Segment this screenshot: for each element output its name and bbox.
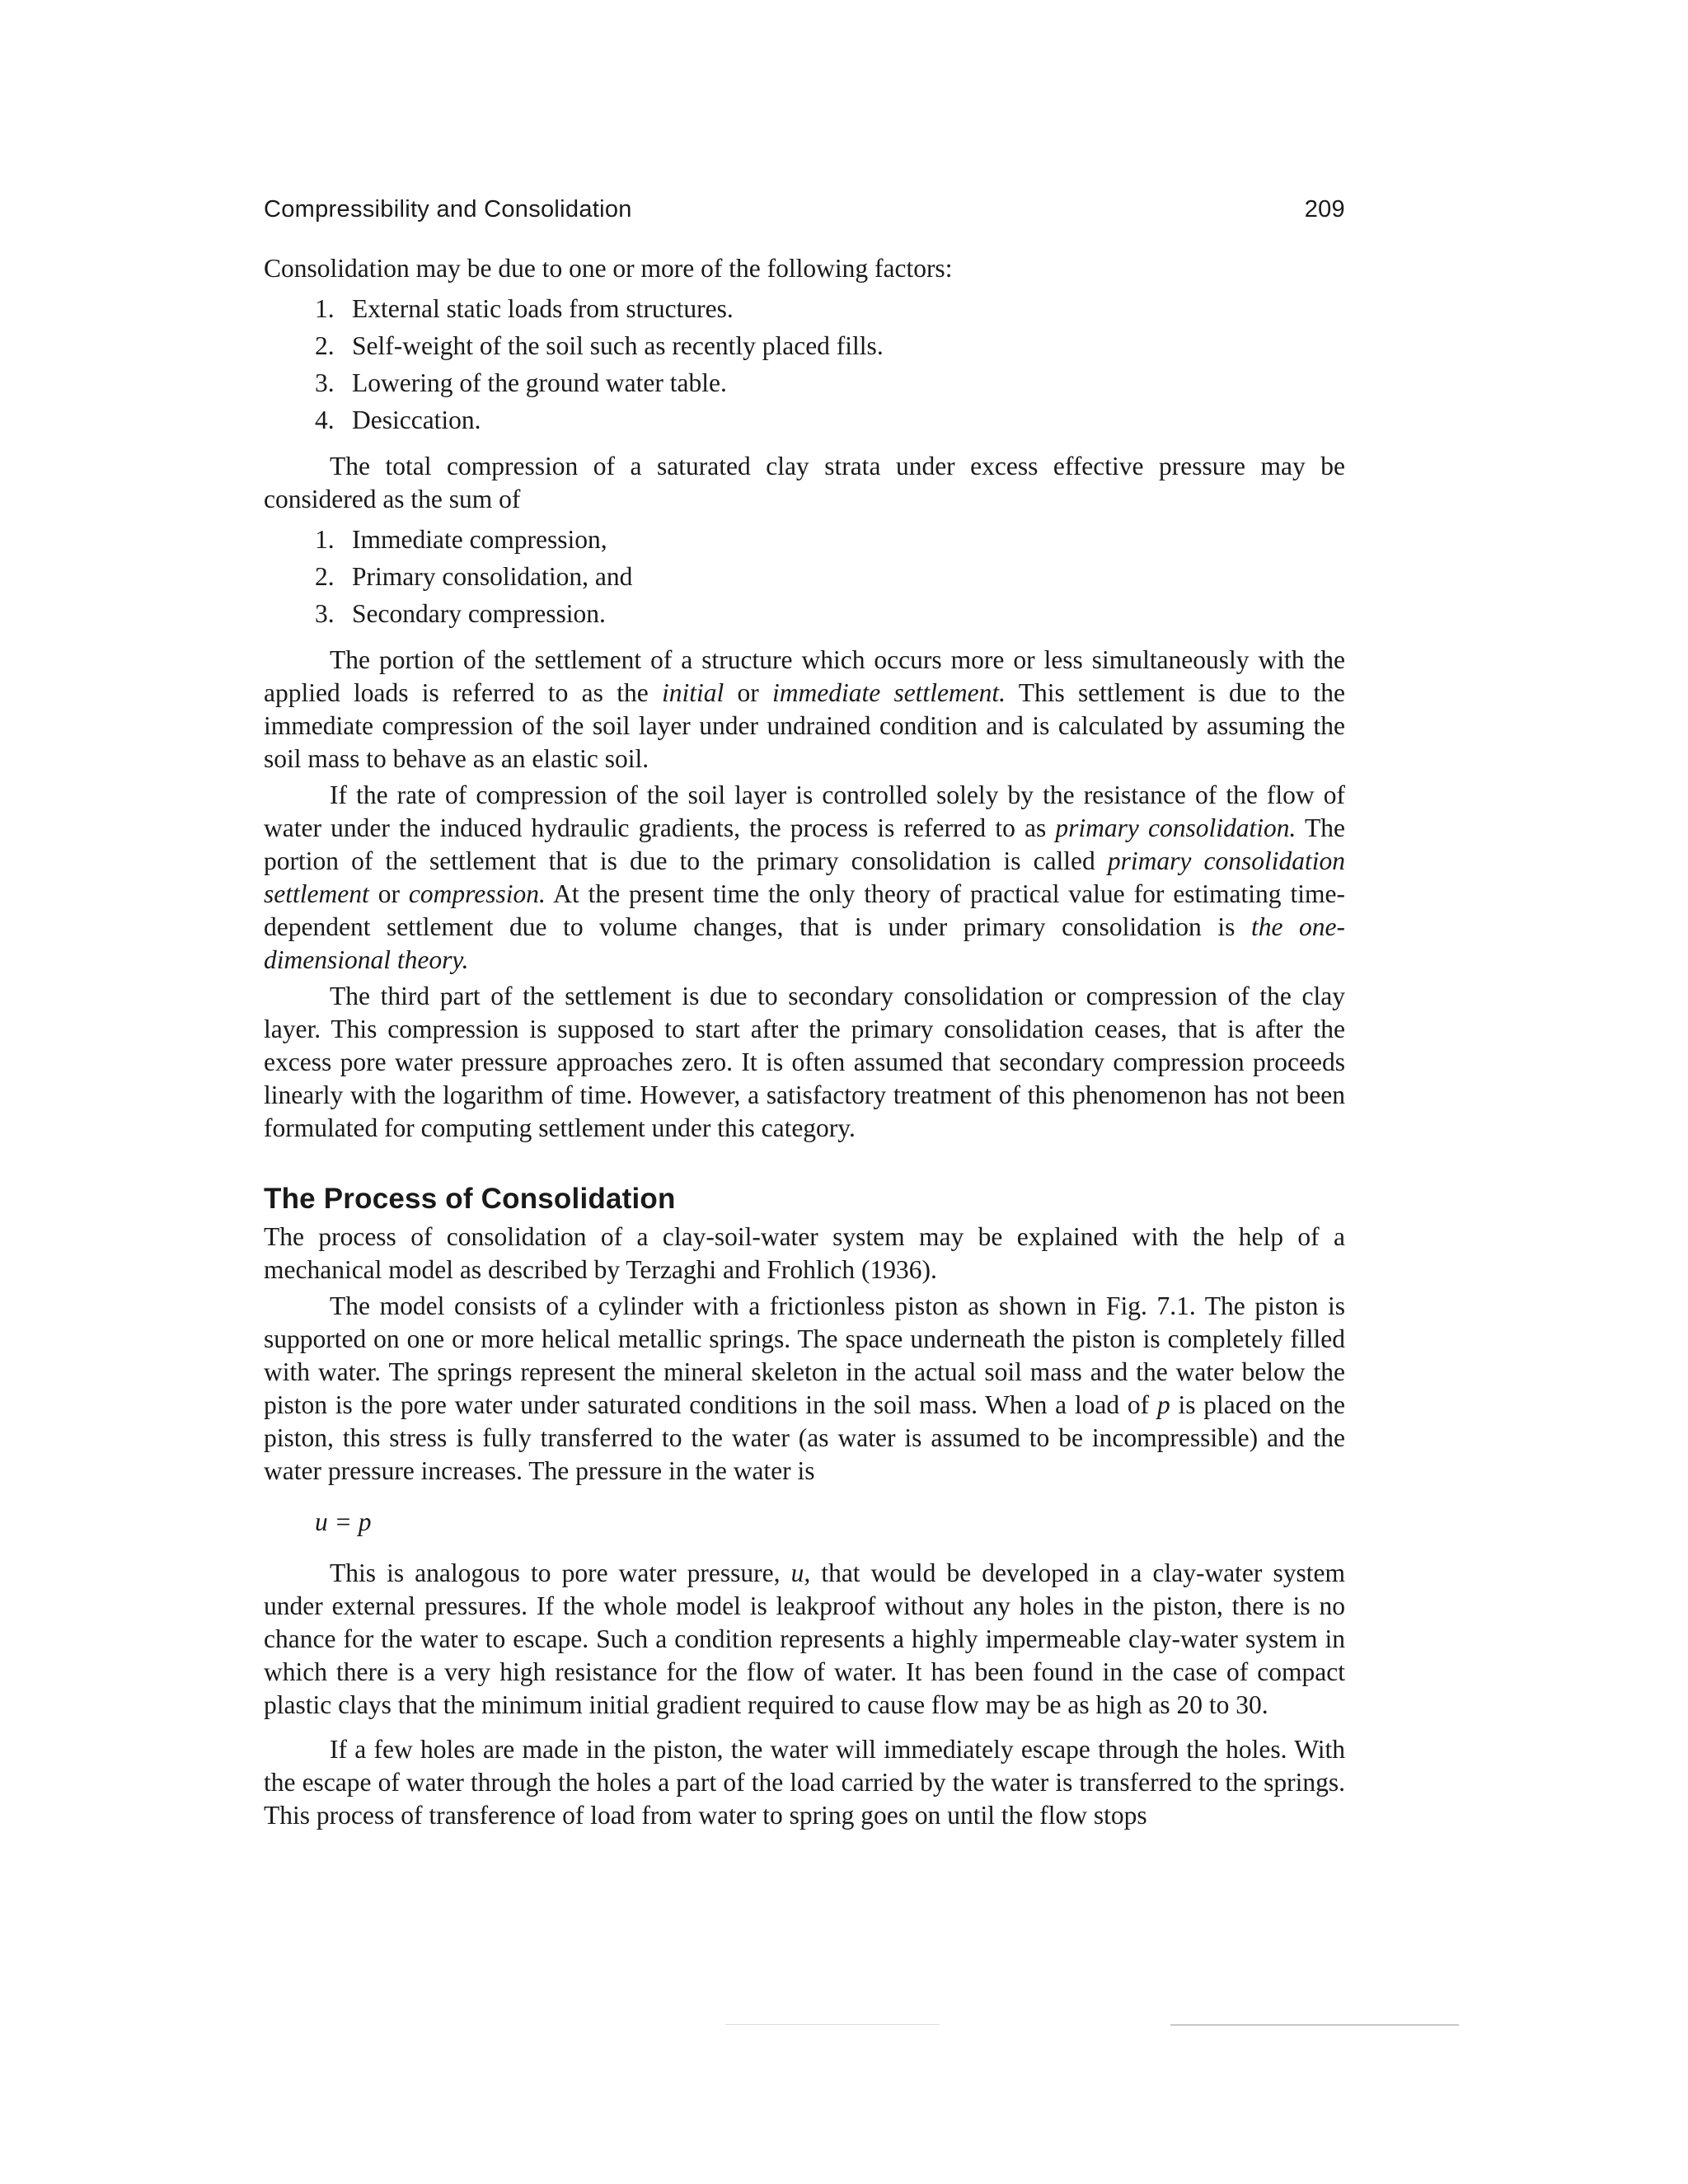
factors-list bbox=[264, 290, 1345, 438]
section-heading: The Process of Consolidation bbox=[264, 1183, 676, 1215]
model-paragraph: The model consists of a cylinder with a frictionless piston as shown in Fig. 7.1. The piston is supported on one or more helical metallic springs. The space underneath the piston is completely filled with water. The springs represent the mineral skeleton in the actual soil mass and the water below the piston is the pore water under saturated conditions in the soil mass. When a load of p is placed on the piston, this stress is fully transferred to the water (as water is assumed to be incompressible) and the water pressure increases. The pressure in the water is bbox=[264, 1291, 1345, 1485]
list-item: 4. Desiccation. bbox=[315, 405, 481, 434]
list-item: 3. Secondary compression. bbox=[315, 599, 606, 628]
list-item: 2. Primary consolidation, and bbox=[315, 562, 633, 591]
immediate-settlement-paragraph: The portion of the settlement of a structure which occurs more or less simultaneously with the applied loads is referred to as the initial or immediate settlement. This settlement is due to the immediate compression of the soil layer under undrained condition and is calculated by assuming the soil mass to behave as an elastic soil. bbox=[264, 645, 1345, 773]
list-item: 3. Lowering of the ground water table. bbox=[315, 368, 727, 397]
process-paragraph: The process of consolidation of a clay-soil-water system may be explained with the help of a mechanical model as described by Terzaghi and Frohlich (1936). bbox=[264, 1222, 1345, 1284]
running-head bbox=[264, 190, 1345, 239]
scan-artifact-line bbox=[725, 2024, 940, 2025]
list-item: 2. Self-weight of the soil such as recently placed fills. bbox=[315, 331, 884, 360]
total-compression-paragraph: The total compression of a saturated clay strata under excess effective pressure may be considered as the sum of bbox=[264, 452, 1345, 513]
factors-intro: Consolidation may be due to one or more of the following factors: bbox=[264, 254, 953, 283]
body-text bbox=[264, 252, 1345, 1832]
secondary-compression-paragraph: The third part of the settlement is due to secondary consolidation or compression of the clay layer. This compression is supposed to start after the primary consolidation ceases, that is after the excess pore water pressure approaches zero. It is often assumed that secondary compression proceeds linearly with the logarithm of time. However, a satisfactory treatment of this phenomenon has not been formulated for computing settlement under this category. bbox=[264, 982, 1345, 1142]
primary-consolidation-paragraph: If the rate of compression of the soil layer is controlled solely by the resistance of the flow of water under the induced hydraulic gradients, the process is referred to as primary consolidation. The portion of the settlement that is due to the primary consolidation is called primary consolidation settlement or compression. At the present time the only theory of practical value for estimating time-dependent settlement due to volume changes, that is under primary consolidation is the one-dimensional theory. bbox=[264, 780, 1345, 974]
holes-paragraph: If a few holes are made in the piston, the water will immediately escape through the holes. With the escape of water through the holes a part of the load carried by the water is transferred to the springs. This process of transference of load from water to spring goes on until the flow stops bbox=[264, 1735, 1345, 1830]
components-list bbox=[264, 521, 1345, 632]
analogous-paragraph: This is analogous to pore water pressure, u, that would be developed in a clay-water system under external pressures. If the whole model is leakproof without any holes in the piston, there is no chance for the water to escape. Such a condition represents a highly impermeable clay-water system in which there is a very high resistance for the flow of water. It has been found in the case of compact plastic clays that the minimum initial gradient required to cause flow may be as high as 20 to 30. bbox=[264, 1558, 1345, 1719]
page-number: 209 bbox=[1304, 196, 1345, 223]
list-item: 1. Immediate compression, bbox=[315, 525, 607, 554]
equation: u = p bbox=[315, 1507, 372, 1536]
book-page bbox=[264, 190, 1345, 1832]
scan-artifact-line bbox=[1170, 2024, 1459, 2026]
list-item: 1. External static loads from structures. bbox=[315, 294, 734, 323]
chapter-title: Compressibility and Consolidation bbox=[264, 196, 632, 223]
